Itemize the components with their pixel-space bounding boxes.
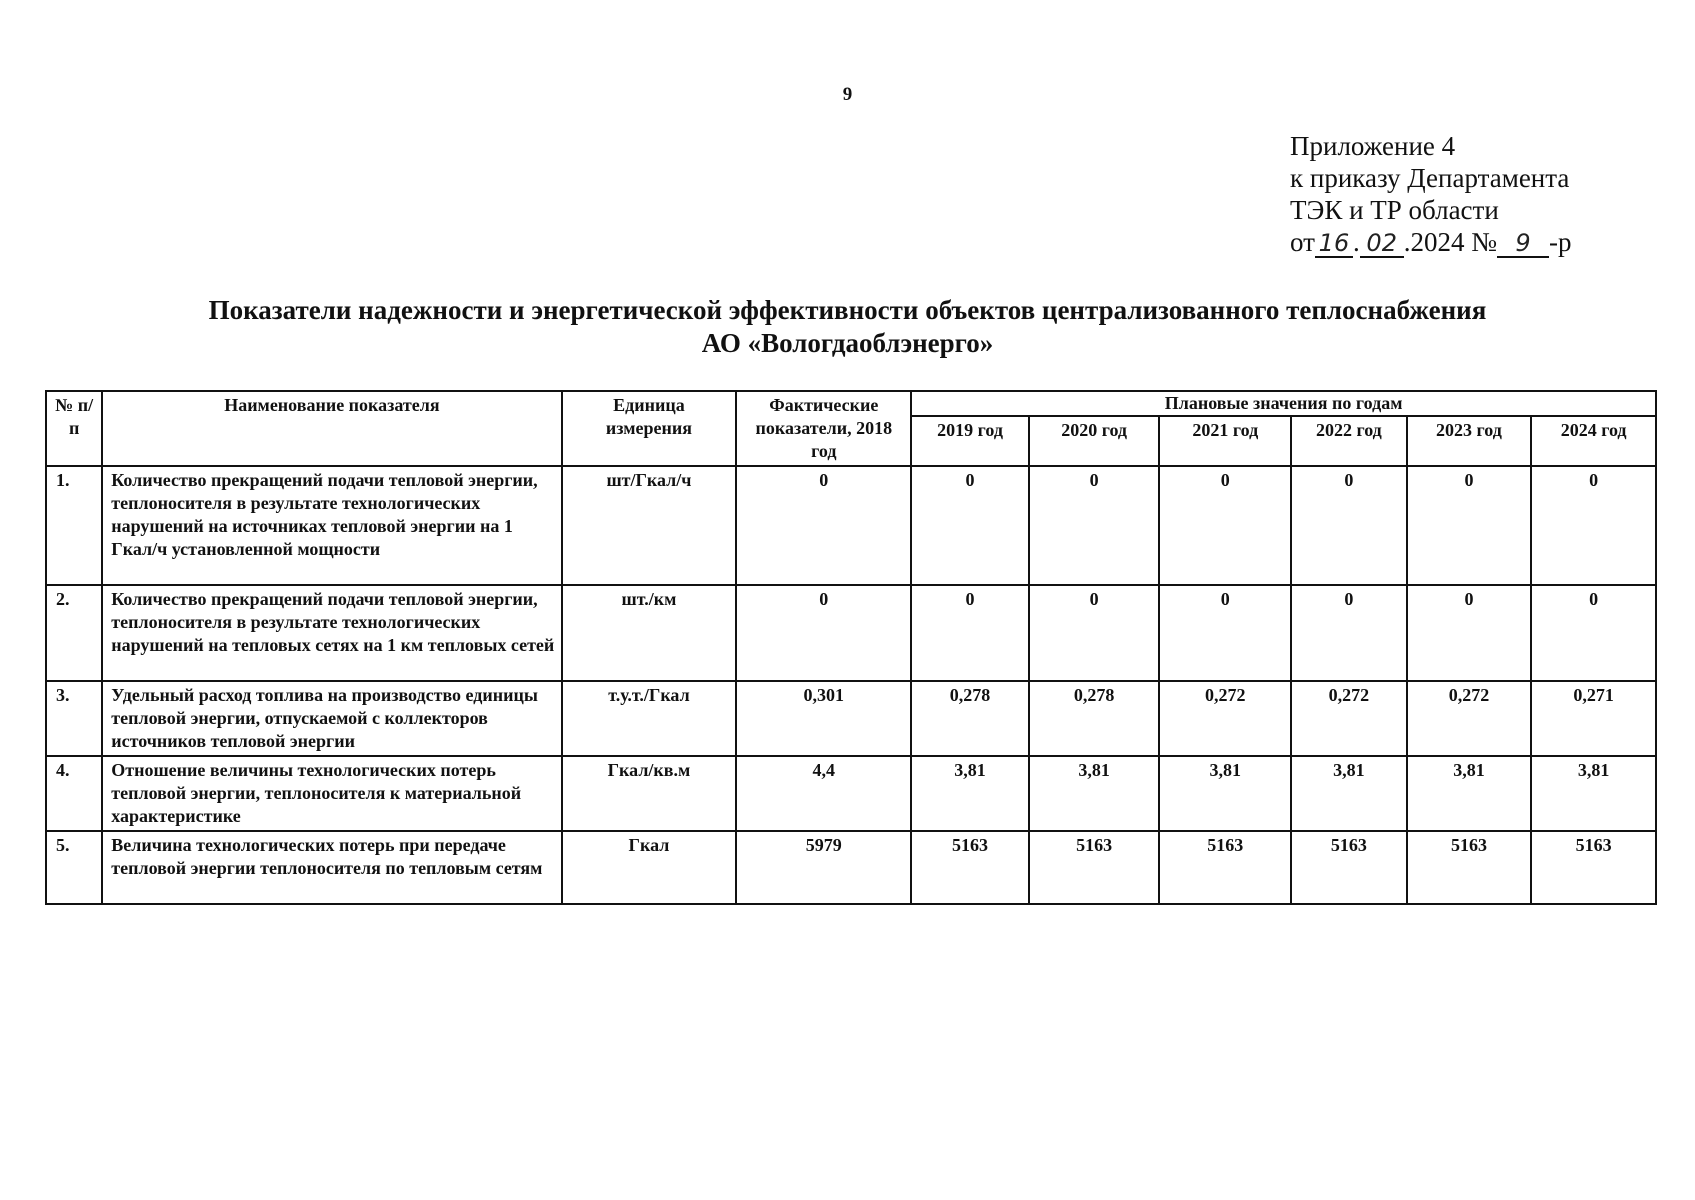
- indicator-name: Количество прекращений подачи тепловой энергии, теплоносителя в результате технологических нарушений на источниках тепловой энергии на 1 Гкал/ч установленной мощности: [102, 466, 561, 585]
- plan-value: 0: [911, 466, 1029, 585]
- title-line-2: АО «Вологдаоблэнерго»: [701, 328, 994, 358]
- header-num: № п/п: [46, 391, 102, 466]
- plan-value: 3,81: [1029, 756, 1160, 831]
- plan-value: 0: [911, 585, 1029, 681]
- plan-value: 3,81: [1159, 756, 1291, 831]
- date-day-handwritten: 16: [1315, 230, 1353, 258]
- plan-value: 0: [1291, 585, 1407, 681]
- actual-value: 4,4: [736, 756, 911, 831]
- table-row: [46, 585, 1656, 681]
- page-number: 9: [842, 84, 853, 105]
- header-year: 2022 год: [1291, 416, 1407, 466]
- header-year: 2024 год: [1531, 416, 1656, 466]
- header-year: 2020 год: [1029, 416, 1160, 466]
- table-row: [46, 681, 1656, 756]
- header-year: 2023 год: [1407, 416, 1532, 466]
- date-prefix: от: [1290, 227, 1315, 257]
- row-number: 1.: [46, 466, 102, 585]
- header-unit: Единица измерения: [562, 391, 737, 466]
- date-year: .2024 №: [1403, 227, 1497, 257]
- plan-value: 0,272: [1291, 681, 1407, 756]
- plan-value: 0: [1407, 466, 1532, 585]
- plan-value: 0,278: [1029, 681, 1160, 756]
- date-separator: .: [1352, 227, 1360, 257]
- table-row: [46, 466, 1656, 585]
- appendix-block: [1290, 130, 1571, 258]
- plan-value: 0: [1029, 466, 1160, 585]
- plan-value: 5163: [1029, 831, 1160, 904]
- plan-value: 5163: [1531, 831, 1656, 904]
- header-actual: Фактические показатели, 2018 год: [736, 391, 911, 466]
- actual-value: 0: [736, 466, 911, 585]
- appendix-line-3: ТЭК и ТР области: [1290, 195, 1499, 225]
- plan-value: 5163: [1291, 831, 1407, 904]
- title-line-1: Показатели надежности и энергетической эффективности объектов централизованного теплоснабжения: [208, 295, 1487, 325]
- plan-value: 3,81: [1531, 756, 1656, 831]
- plan-value: 0: [1159, 585, 1291, 681]
- plan-value: 0,271: [1531, 681, 1656, 756]
- indicator-name: Отношение величины технологических потерь тепловой энергии, теплоносителя к материальной характеристике: [102, 756, 561, 831]
- plan-value: 0,272: [1407, 681, 1532, 756]
- table-row: [46, 756, 1656, 831]
- order-suffix: -р: [1548, 227, 1572, 257]
- header-year: 2021 год: [1159, 416, 1291, 466]
- indicators-table: [45, 390, 1657, 905]
- actual-value: 5979: [736, 831, 911, 904]
- header-name: Наименование показателя: [102, 391, 561, 466]
- order-number-handwritten: 9: [1497, 230, 1549, 258]
- unit-cell: шт./км: [562, 585, 737, 681]
- plan-value: 0: [1159, 466, 1291, 585]
- appendix-line-1: Приложение 4: [1290, 131, 1456, 161]
- row-number: 3.: [46, 681, 102, 756]
- plan-value: 3,81: [1407, 756, 1532, 831]
- header-planned-group: Плановые значения по годам: [911, 391, 1656, 416]
- document-title: [0, 294, 1695, 360]
- header-year: 2019 год: [911, 416, 1029, 466]
- indicator-name: Количество прекращений подачи тепловой энергии, теплоносителя в результате технологических нарушений на тепловых сетях на 1 км тепловых сетей: [102, 585, 561, 681]
- unit-cell: Гкал: [562, 831, 737, 904]
- plan-value: 5163: [911, 831, 1029, 904]
- row-number: 5.: [46, 831, 102, 904]
- appendix-date-line: [1290, 226, 1571, 258]
- appendix-line-2: к приказу Департамента: [1290, 163, 1570, 193]
- plan-value: 0: [1407, 585, 1532, 681]
- unit-cell: Гкал/кв.м: [562, 756, 737, 831]
- plan-value: 3,81: [911, 756, 1029, 831]
- plan-value: 5163: [1407, 831, 1532, 904]
- plan-value: 0: [1291, 466, 1407, 585]
- plan-value: 5163: [1159, 831, 1291, 904]
- row-number: 2.: [46, 585, 102, 681]
- indicator-name: Величина технологических потерь при передаче тепловой энергии теплоносителя по тепловым сетям: [102, 831, 561, 904]
- unit-cell: т.у.т./Гкал: [562, 681, 737, 756]
- plan-value: 0: [1531, 585, 1656, 681]
- row-number: 4.: [46, 756, 102, 831]
- plan-value: 0,278: [911, 681, 1029, 756]
- actual-value: 0: [736, 585, 911, 681]
- unit-cell: шт/Гкал/ч: [562, 466, 737, 585]
- date-month-handwritten: 02: [1360, 230, 1404, 258]
- indicator-name: Удельный расход топлива на производство единицы тепловой энергии, отпускаемой с коллекторов источников тепловой энергии: [102, 681, 561, 756]
- actual-value: 0,301: [736, 681, 911, 756]
- plan-value: 0: [1029, 585, 1160, 681]
- plan-value: 0,272: [1159, 681, 1291, 756]
- table-row: [46, 831, 1656, 904]
- plan-value: 3,81: [1291, 756, 1407, 831]
- plan-value: 0: [1531, 466, 1656, 585]
